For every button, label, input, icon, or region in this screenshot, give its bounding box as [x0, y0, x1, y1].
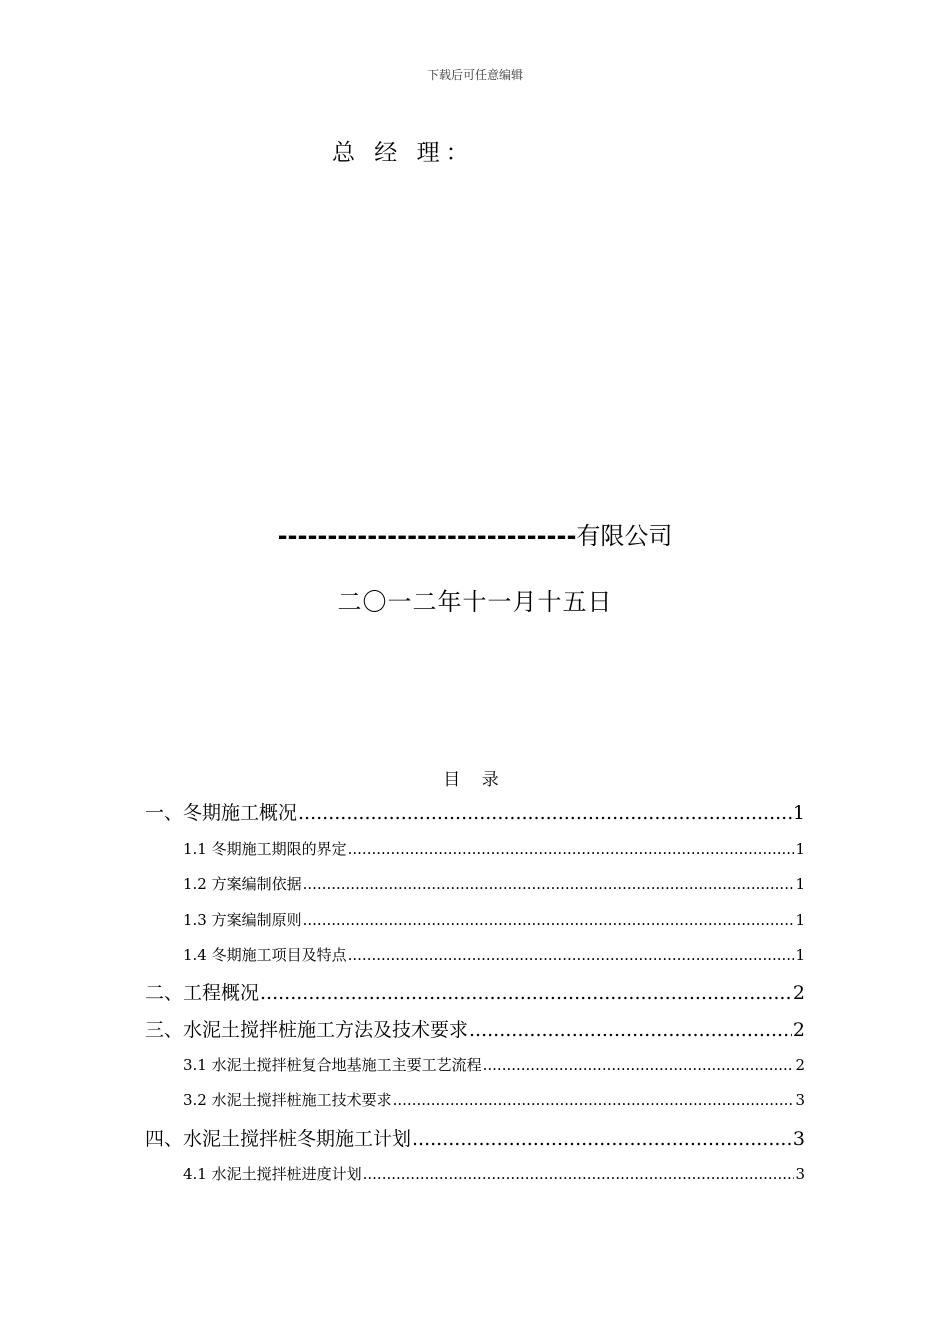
- toc-entry-page: 1: [792, 802, 805, 824]
- toc-entry-page: 3: [795, 1091, 805, 1109]
- toc-entry-page: 1: [795, 946, 805, 964]
- toc-entry-label: 三、水泥土搅拌桩施工方法及技术要求: [145, 1019, 469, 1041]
- company-name-blank: ------------------------------: [277, 522, 577, 550]
- toc-leader-dots: [363, 1165, 795, 1183]
- company-name: [0, 516, 950, 551]
- toc-leader-dots: [348, 840, 795, 858]
- toc-entry-page: 3: [795, 1165, 805, 1183]
- toc-entry[interactable]: [183, 838, 805, 859]
- company-name-suffix: 有限公司: [576, 522, 673, 550]
- toc-entry-label: 4.1 水泥土搅拌桩进度计划: [183, 1165, 362, 1183]
- toc-entry-label: 四、水泥土搅拌桩冬期施工计划: [145, 1128, 412, 1150]
- general-manager-label: 总 经 理：: [332, 140, 475, 166]
- toc-entry[interactable]: [183, 1054, 805, 1075]
- toc-entry[interactable]: [183, 873, 805, 894]
- toc-entry-label: 1.2 方案编制依据: [183, 875, 302, 893]
- toc-entry-page: 3: [792, 1128, 805, 1150]
- toc-leader-dots: [298, 802, 792, 824]
- toc-leader-dots: [260, 982, 792, 1004]
- toc-entry-label: 一、冬期施工概况: [145, 802, 298, 824]
- toc-entry-label: 二、工程概况: [145, 982, 260, 1004]
- toc-entry[interactable]: [183, 1163, 805, 1184]
- toc-entry[interactable]: [183, 909, 805, 930]
- toc-leader-dots: [348, 946, 795, 964]
- toc-entry-label: 1.4 冬期施工项目及特点: [183, 946, 347, 964]
- toc-entry-page: 1: [795, 911, 805, 929]
- toc-entry[interactable]: [145, 798, 805, 825]
- page-header: 下载后可任意编辑: [426, 68, 523, 82]
- toc-title: 目 录: [443, 770, 507, 790]
- toc-leader-dots: [412, 1128, 792, 1150]
- toc-entry[interactable]: [183, 944, 805, 965]
- toc-leader-dots: [303, 875, 795, 893]
- toc-entry-page: 2: [795, 1056, 805, 1074]
- document-date: 二〇一二年十一月十五日: [337, 588, 613, 616]
- toc-leader-dots: [303, 911, 795, 929]
- toc-leader-dots: [483, 1056, 795, 1074]
- toc-leader-dots: [393, 1091, 795, 1109]
- toc-entry[interactable]: [145, 1124, 805, 1151]
- toc-entry-label: 3.2 水泥土搅拌桩施工技术要求: [183, 1091, 392, 1109]
- toc-leader-dots: [469, 1019, 792, 1041]
- toc-entry-page: 1: [795, 875, 805, 893]
- toc-entry[interactable]: [183, 1089, 805, 1110]
- toc-entry-label: 1.3 方案编制原则: [183, 911, 302, 929]
- toc-entry-label: 1.1 冬期施工期限的界定: [183, 840, 347, 858]
- toc-entry-page: 1: [795, 840, 805, 858]
- toc-entry-page: 2: [792, 1019, 805, 1041]
- toc-entry[interactable]: [145, 1015, 805, 1042]
- toc-entry[interactable]: [145, 978, 805, 1005]
- toc-entry-label: 3.1 水泥土搅拌桩复合地基施工主要工艺流程: [183, 1056, 482, 1074]
- toc-entry-page: 2: [792, 982, 805, 1004]
